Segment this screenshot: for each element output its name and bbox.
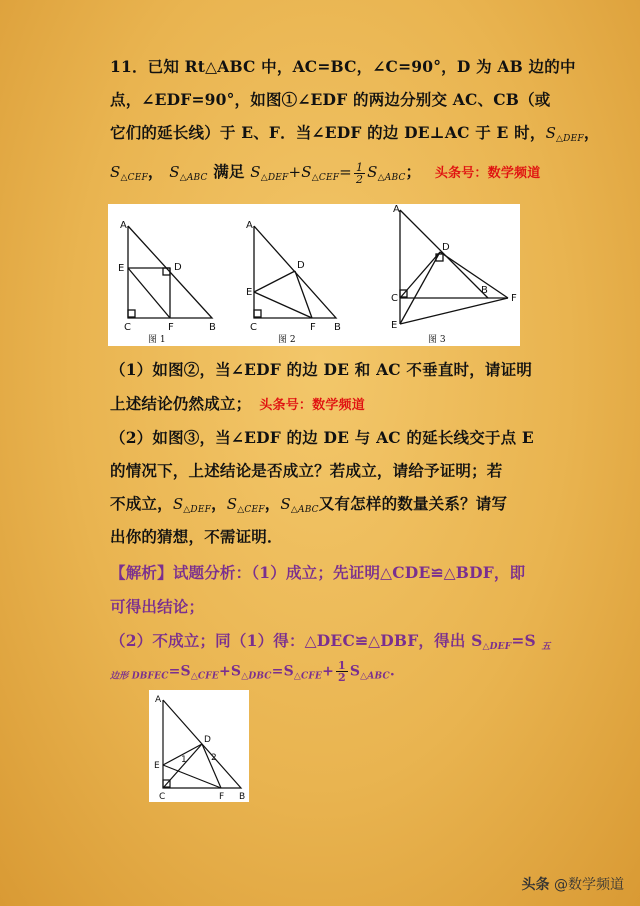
analysis-line-2: 可得出结论； [110, 597, 205, 616]
area-abc-symbol: $S_{\triangle ABC}$ [169, 163, 208, 183]
analysis-line-1 [110, 561, 525, 583]
problem-line-3: 它们的延长线）于 E、F．当∠EDF 的边 DE⊥AC 于 E 时，$S_{\triangle DEF}$， [110, 123, 600, 144]
footer-brand: 头条 [521, 877, 550, 893]
figures-panel [108, 204, 520, 346]
angle-2: 2 [211, 753, 217, 763]
svg-text:C: C [250, 322, 257, 333]
analysis-tag: 【解析】 [110, 563, 173, 582]
analysis-line-4: $_{边形 DBFEC}=S_{\triangle CFE}+S_{\triangle DBC}=S_{\triangle CFE}+$ $\frac{1}{2}$ $S_{\triangle ABC}$. [110, 659, 395, 684]
svg-text:F: F [219, 792, 225, 802]
part2-line-3: 不成立，$S_{\triangle DEF}$，$S_{\triangle CEF}$，$S_{\triangle ABC}$又有怎样的数量关系？请写 [110, 494, 508, 515]
analysis-line-1-text: 试题分析：（1）成立；先证明△CDE≌△BDF，即 [172, 563, 526, 582]
pentagon-label: 边形 DBFEC [110, 671, 169, 682]
fig2-de [254, 271, 295, 292]
satisfy-text: 满足 [213, 162, 245, 181]
fig3-cd [400, 252, 440, 298]
part2-line-4: 出你的猜想，不需证明． [110, 527, 283, 546]
figure-4-panel [149, 690, 249, 802]
svg-text:B: B [239, 792, 246, 802]
source-tag: 头条号：数学频道 [434, 166, 541, 181]
part2-line-3-a: 不成立， [110, 494, 173, 513]
svg-text:C: C [391, 293, 398, 304]
area-def-symbol-2: $S_{\triangle DEF}$ [172, 495, 212, 515]
svg-text:E: E [246, 287, 253, 298]
source-tag-2: 头条号：数学频道 [259, 398, 365, 413]
area-cef-symbol: $S_{\triangle CEF}$ [110, 163, 148, 183]
fig2-label: 图 2 [278, 335, 296, 345]
footer-source [522, 874, 624, 894]
svg-text:C: C [124, 322, 131, 333]
problem-line-4: $S_{\triangle CEF}$， $S_{\triangle ABC}$ 满足 $S_{\triangle DEF}+S_{\triangle CEF}=$ $\frac{1}{2}$ $S_{\triangle ABC}$； 头条号：数学频道 [110, 160, 541, 186]
svg-text:A: A [155, 695, 162, 705]
svg-text:A: A [246, 220, 253, 231]
part2-line-2: 的情况下，上述结论是否成立？若成立，请给予证明；若 [110, 461, 503, 480]
area-abc-symbol-2: $S_{\triangle ABC}$ [280, 495, 319, 515]
svg-text:D: D [297, 260, 305, 271]
area-def-symbol: $S_{\triangle DEF}$ [545, 124, 584, 144]
svg-text:B: B [209, 322, 216, 333]
part2-line-3-b: 又有怎样的数量关系？请写 [318, 494, 508, 513]
fig3-ef [400, 298, 508, 324]
svg-text:D: D [442, 242, 450, 253]
svg-text:D: D [174, 262, 182, 273]
fig1-label: 图 1 [148, 335, 166, 345]
part1-line-2 [110, 392, 365, 414]
svg-text:F: F [511, 293, 517, 304]
svg-text:E: E [118, 263, 125, 274]
analysis-line-3: （2）不成立；同（1）得：△DEC≌△DBF，得出 $S_{\triangle DEF}=S$ $_五$ [110, 631, 551, 652]
problem-line-2: 点，∠EDF=90°，如图①∠EDF 的两边分别交 AC、CB（或 [110, 90, 551, 109]
geometry-figures [108, 204, 520, 346]
svg-text:D: D [204, 735, 211, 745]
problem-line-1: 11．已知 Rt△ABC 中，AC=BC，∠C=90°，D 为 AB 边的中 [110, 57, 576, 76]
fig3-label: 图 3 [428, 335, 446, 345]
angle-1: 1 [181, 755, 187, 765]
fig3-de [400, 252, 440, 324]
part1-line-1: （1）如图②，当∠EDF 的边 DE 和 AC 不垂直时，请证明 [110, 360, 533, 379]
svg-text:E: E [391, 320, 398, 331]
fig2-ef [254, 292, 312, 318]
svg-text:C: C [159, 792, 166, 802]
footer-handle: @数学频道 [554, 877, 624, 893]
part2-line-1: （2）如图③，当∠EDF 的边 DE 与 AC 的延长线交于点 E [110, 428, 534, 447]
svg-text:E: E [154, 761, 160, 771]
svg-text:A: A [120, 220, 127, 231]
svg-text:A: A [393, 204, 400, 215]
svg-text:B: B [334, 322, 341, 333]
svg-text:F: F [168, 322, 174, 333]
area-cef-symbol-2: $S_{\triangle CEF}$ [226, 495, 265, 515]
svg-text:B: B [481, 285, 488, 296]
part1-line-2-text: 上述结论仍然成立； [110, 394, 252, 413]
sep: ， [147, 162, 164, 181]
equation: $S_{\triangle DEF}+S_{\triangle CEF}=$ $\frac{1}{2}$ $S_{\triangle ABC}$ [250, 160, 406, 186]
problem-line-3-text: 它们的延长线）于 E、F．当∠EDF 的边 DE⊥AC 于 E 时， [110, 123, 546, 142]
analysis-line-3-text: （2）不成立；同（1）得：△DEC≌△DBF，得出 S [110, 631, 483, 650]
fig3-df [440, 252, 508, 298]
geometry-figure-4 [149, 690, 249, 802]
svg-text:F: F [310, 322, 316, 333]
